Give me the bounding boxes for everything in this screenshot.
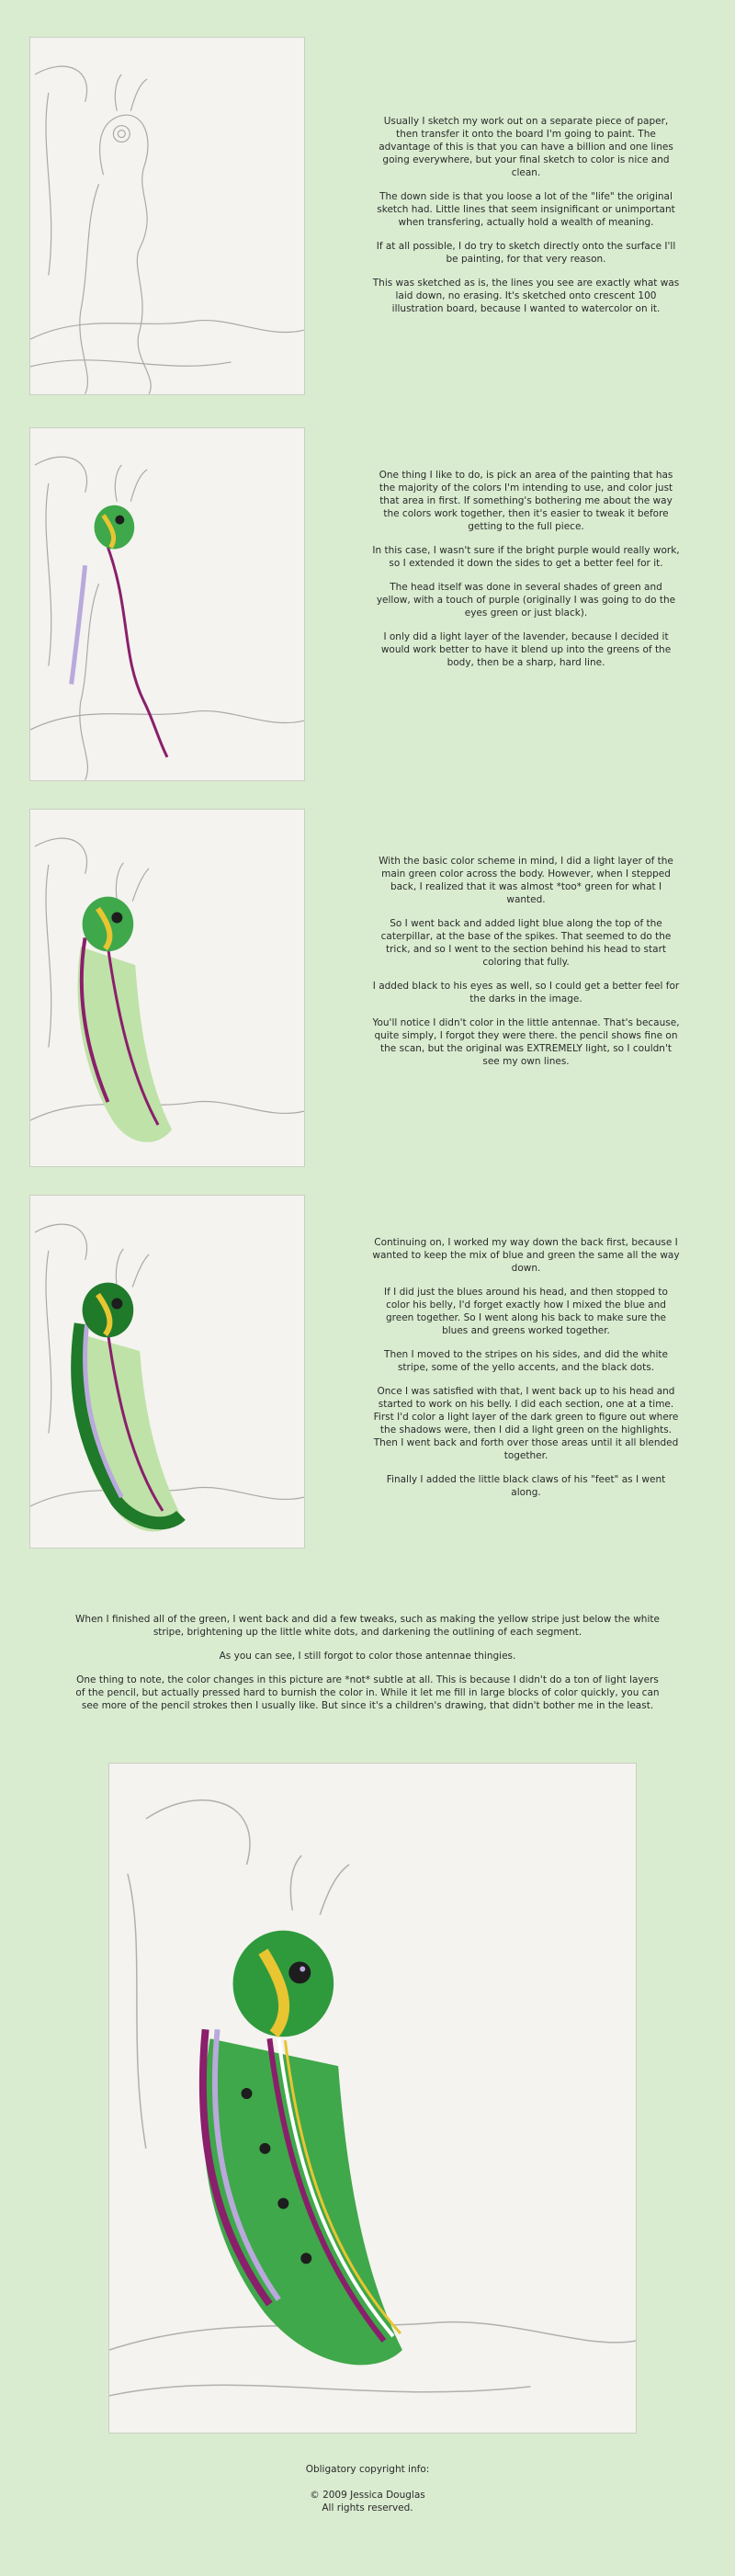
summary-paragraph: One thing to note, the color changes in this picture are *not* subtle at all. This is because I didn't do a ton of light layers of the pencil, but actually pressed hard to burnish the color in. While it let me fill in large blocks of color quickly, you can see more of the pencil strokes then I usually like. But since it's a children's drawing, that didn't bother me in the least. xyxy=(75,1674,660,1711)
finished-caterpillar-image xyxy=(109,1764,636,2433)
step-paragraph: So I went back and added light blue along the top of the caterpillar, at the base of the spikes. That seemed to do the trick, and so I went to the section behind his head to start coloring that fully. xyxy=(380,918,672,968)
step-2-text xyxy=(372,469,680,680)
step-paragraph: Once I was satisfied with that, I went back up to his head and started to work on his belly. I did each section, one at a time. First I'd color a light layer of the dark green to figure out where the shadows were, then I did a light green on the highlights. Then I went back and forth over those areas until it all blended together. xyxy=(373,1386,679,1461)
step-3-text xyxy=(372,855,680,1079)
step-1-text xyxy=(372,115,680,326)
step-paragraph: This was sketched as is, the lines you see are exactly what was laid down, no erasing. It's sketched onto crescent 100 illustration board, because I wanted to watercolor on it. xyxy=(372,278,680,314)
step-paragraph: If at all possible, I do try to sketch directly onto the surface I'll be painting, for that very reason. xyxy=(376,241,676,265)
step-paragraph: Finally I added the little black claws of his "feet" as I went along. xyxy=(386,1474,666,1498)
copyright-line: © 2009 Jessica Douglas xyxy=(310,2490,425,2501)
step-paragraph: In this case, I wasn't sure if the bright purple would really work, so I extended it down the sides to get a better feel for it. xyxy=(372,545,680,569)
step-paragraph: The head itself was done in several shades of green and yellow, with a touch of purple (originally I was going to do the eyes green or just black). xyxy=(376,582,676,618)
step-paragraph: Then I moved to the stripes on his sides, and did the white stripe, some of the yello accents, and the black dots. xyxy=(384,1349,668,1373)
sketch-panel-step-1 xyxy=(29,37,305,395)
step-paragraph: I only did a light layer of the lavender, because I decided it would work better to have it blend up into the greens of the body, then be a sharp, hard line. xyxy=(380,631,672,668)
sketch-panel-step-2 xyxy=(29,427,305,781)
summary-text xyxy=(74,1613,662,1723)
copyright-line: All rights reserved. xyxy=(322,2502,413,2514)
step-paragraph: I added black to his eyes as well, so I could get a better feel for the darks in the image. xyxy=(372,981,680,1004)
final-painting-panel xyxy=(108,1763,637,2434)
caterpillar-sketch-image xyxy=(30,38,304,394)
step-paragraph: Continuing on, I worked my way down the back first, because I wanted to keep the mix of blue and green the same all the way down. xyxy=(372,1237,680,1274)
step-4-text xyxy=(372,1236,680,1510)
sketch-panel-step-4 xyxy=(29,1195,305,1549)
step-paragraph: The down side is that you loose a lot of the "life" the original sketch had. Little lines that seem insignificant or unimportant when transfering, actually hold a wealth of meaning. xyxy=(377,191,675,228)
step-paragraph: You'll notice I didn't color in the little antennae. That's because, quite simply, I forgot they were there. the pencil shows fine on the scan, but the original was EXTREMELY light, so I couldn't see my own lines. xyxy=(372,1017,680,1067)
sketch-panel-step-3 xyxy=(29,809,305,1167)
step-paragraph: Usually I sketch my work out on a separate piece of paper, then transfer it onto the board I'm going to paint. The advantage of this is that you can have a billion and one lines going everywhere, but your final sketch to color is nice and clean. xyxy=(379,116,673,178)
caterpillar-head-color-image xyxy=(30,428,304,780)
step-paragraph: With the basic color scheme in mind, I did a light layer of the main green color across the body. However, when I stepped back, I realized that it was almost *too* green for what I wanted. xyxy=(379,856,673,905)
summary-paragraph: When I finished all of the green, I went back and did a few tweaks, such as making the yellow stripe just below the white stripe, brightening up the little white dots, and darkening the outlining of each segment. xyxy=(75,1614,660,1638)
copyright-heading: Obligatory copyright info: xyxy=(305,2464,430,2475)
caterpillar-base-green-image xyxy=(30,810,304,1166)
copyright-block xyxy=(0,2463,735,2514)
step-paragraph: If I did just the blues around his head, and then stopped to color his belly, I'd forget exactly how I mixed the blue and green together. So I went along his back to make sure the blues and greens worked together. xyxy=(384,1287,668,1336)
summary-paragraph: As you can see, I still forgot to color those antennae thingies. xyxy=(219,1651,516,1662)
step-paragraph: One thing I like to do, is pick an area of the painting that has the majority of the colors I'm intending to use, and color just that area in first. If something's bothering me about the way the colors work together, then it's easier to tweak it before getting to the full piece. xyxy=(379,470,673,532)
caterpillar-back-color-image xyxy=(30,1196,304,1548)
